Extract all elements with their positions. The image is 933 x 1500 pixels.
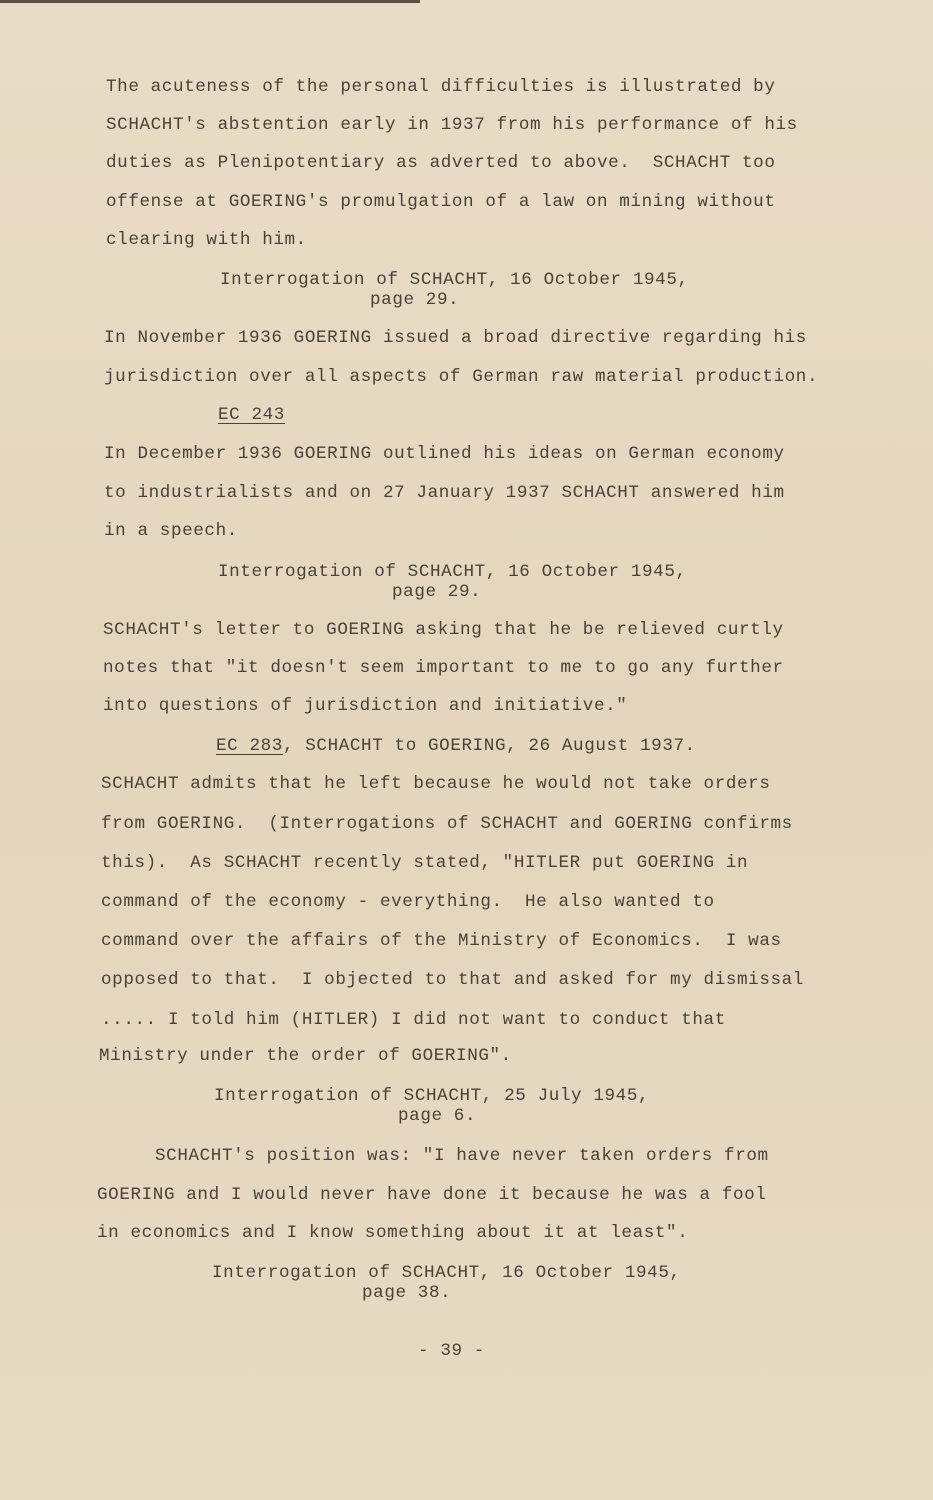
citation: page 38. [362,1283,452,1303]
text-line: offense at GOERING's promulgation of a law on mining without [106,192,776,212]
text-line: SCHACHT's letter to GOERING asking that he be relieved curtly [103,620,784,640]
text-line: notes that "it doesn't seem important to me to go any further [103,658,784,678]
citation: page 6. [398,1106,477,1126]
text-line: In November 1936 GOERING issued a broad directive regarding his [104,328,807,348]
text-line: command of the economy - everything. He also wanted to [101,892,715,912]
reference-code: EC 283 [216,736,283,756]
text-line: this). As SCHACHT recently stated, "HITLER put GOERING in [101,853,749,873]
citation: Interrogation of SCHACHT, 16 October 1945, [218,562,687,582]
reference-description: , SCHACHT to GOERING, 26 August 1937. [282,736,696,756]
citation: Interrogation of SCHACHT, 16 October 1945, [220,270,689,290]
text-line: Ministry under the order of GOERING". [99,1046,512,1066]
citation: page 29. [370,290,460,310]
text-line: In December 1936 GOERING outlined his ideas on German economy [104,444,785,464]
citation: page 29. [392,582,482,602]
citation: Interrogation of SCHACHT, 25 July 1945, [214,1086,650,1106]
text-line: from GOERING. (Interrogations of SCHACHT and GOERING confirms [101,814,793,834]
text-line: SCHACHT admits that he left because he would not take orders [101,774,771,794]
text-line: jurisdiction over all aspects of German raw material production. [104,367,819,387]
document-reference: EC 243 [218,405,285,425]
text-line: clearing with him. [106,230,307,250]
text-line: opposed to that. I objected to that and asked for my dismissal [101,970,804,990]
text-line: in economics and I know something about it at least". [97,1223,689,1243]
top-rule [0,0,420,3]
citation: Interrogation of SCHACHT, 16 October 1945, [212,1263,681,1283]
text-line: in a speech. [104,521,238,541]
document-reference [216,735,696,757]
text-line: SCHACHT's abstention early in 1937 from his performance of his [106,115,798,135]
text-line: to industrialists and on 27 January 1937 SCHACHT answered him [104,483,785,503]
text-line: ..... I told him (HITLER) I did not want to conduct that [101,1010,726,1030]
text-line: into questions of jurisdiction and initiative." [103,696,628,716]
text-line: command over the affairs of the Ministry of Economics. I was [101,931,782,951]
text-line: GOERING and I would never have done it because he was a fool [97,1185,767,1205]
text-line: duties as Plenipotentiary as adverted to above. SCHACHT too [106,153,776,173]
text-line: The acuteness of the personal difficulties is illustrated by [106,77,776,97]
page-number: - 39 - [418,1341,485,1361]
text-line: SCHACHT's position was: "I have never taken orders from [155,1146,769,1166]
